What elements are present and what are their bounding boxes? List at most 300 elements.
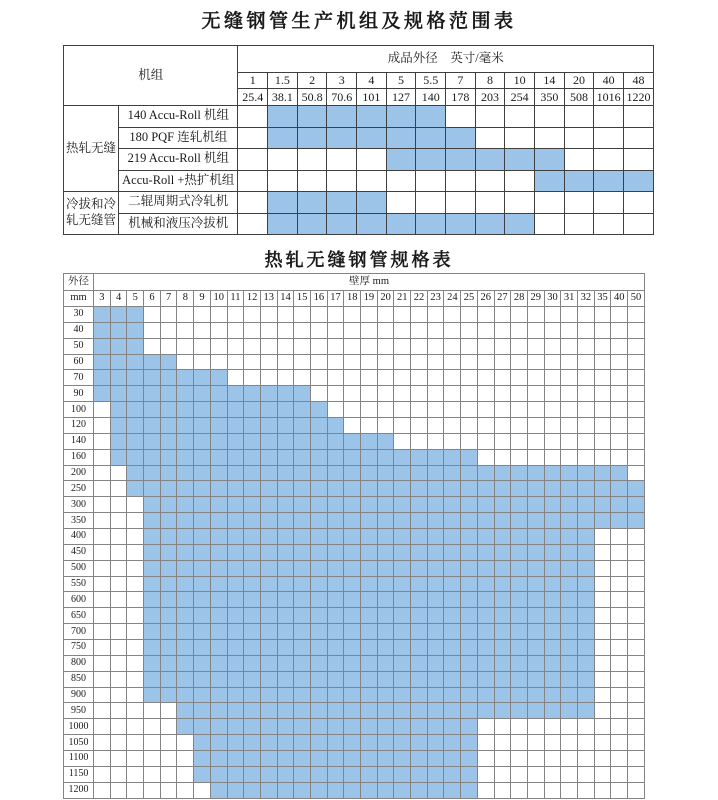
spec-cell (210, 433, 227, 449)
spec-cell (461, 307, 478, 323)
spec-cell (177, 544, 194, 560)
spec-cell (294, 640, 311, 656)
spec-cell (210, 418, 227, 434)
spec-cell (527, 576, 544, 592)
spec-cell (210, 449, 227, 465)
inch-size-header: 3 (327, 73, 357, 89)
spec-cell (177, 671, 194, 687)
spec-cell (544, 751, 561, 767)
spec-cell (377, 766, 394, 782)
range-cell (268, 170, 298, 192)
spec-cell (628, 402, 645, 418)
spec-cell (160, 402, 177, 418)
inch-size-header: 14 (535, 73, 565, 89)
od-value-label: 60 (64, 354, 94, 370)
spec-cell (310, 370, 327, 386)
spec-cell (444, 465, 461, 481)
spec-cell (461, 449, 478, 465)
spec-cell (210, 386, 227, 402)
unit-name: Accu-Roll +热扩机组 (119, 170, 238, 192)
spec-cell (377, 576, 394, 592)
spec-cell (494, 307, 511, 323)
range-cell (446, 192, 476, 214)
od-value-label: 160 (64, 449, 94, 465)
spec-cell (577, 735, 594, 751)
spec-cell (310, 354, 327, 370)
spec-cell (577, 766, 594, 782)
spec-cell (444, 386, 461, 402)
spec-cell (511, 402, 528, 418)
spec-cell (611, 497, 628, 513)
spec-cell (427, 576, 444, 592)
range-cell (564, 149, 594, 171)
spec-cell (327, 640, 344, 656)
spec-cell (544, 322, 561, 338)
spec-cell (561, 370, 578, 386)
spec-cell (427, 719, 444, 735)
spec-cell (494, 481, 511, 497)
spec-cell (160, 465, 177, 481)
thickness-header-cell: 13 (260, 291, 277, 307)
spec-cell (361, 703, 378, 719)
spec-cell (527, 655, 544, 671)
range-cell (475, 127, 505, 149)
spec-cell (227, 307, 244, 323)
spec-cell (527, 719, 544, 735)
spec-cell (561, 560, 578, 576)
spec-cell (611, 307, 628, 323)
range-cell (357, 106, 387, 128)
spec-cell (427, 655, 444, 671)
spec-cell (144, 418, 161, 434)
spec-cell (177, 497, 194, 513)
spec-cell (160, 544, 177, 560)
spec-cell (227, 402, 244, 418)
spec-cell (327, 655, 344, 671)
spec-cell (611, 608, 628, 624)
spec-cell (177, 322, 194, 338)
spec-cell (511, 307, 528, 323)
range-cell (238, 170, 268, 192)
spec-cell (294, 719, 311, 735)
range-cell (535, 149, 565, 171)
spec-cell (411, 418, 428, 434)
spec-cell (377, 592, 394, 608)
spec-cell (244, 560, 261, 576)
spec-cell (577, 544, 594, 560)
spec-cell (594, 576, 611, 592)
thickness-header-cell: 30 (544, 291, 561, 307)
spec-cell (494, 766, 511, 782)
spec-cell (361, 671, 378, 687)
spec-cell (527, 433, 544, 449)
od-value-label: 700 (64, 624, 94, 640)
spec-cell (344, 338, 361, 354)
spec-cell (511, 671, 528, 687)
spec-cell (110, 640, 127, 656)
spec-cell (127, 465, 144, 481)
spec-cell (494, 592, 511, 608)
spec-cell (411, 671, 428, 687)
spec-cell (427, 608, 444, 624)
spec-cell (110, 687, 127, 703)
spec-cell (94, 671, 111, 687)
spec-cell (527, 751, 544, 767)
spec-cell (244, 513, 261, 529)
spec-cell (394, 307, 411, 323)
spec-cell (577, 782, 594, 798)
spec-cell (477, 513, 494, 529)
thickness-header-cell: 5 (127, 291, 144, 307)
spec-cell (594, 449, 611, 465)
range-cell (357, 149, 387, 171)
inch-size-header: 40 (594, 73, 624, 89)
spec-cell (94, 735, 111, 751)
spec-cell (411, 703, 428, 719)
spec-cell (244, 719, 261, 735)
spec-cell (94, 529, 111, 545)
spec-cell (527, 370, 544, 386)
spec-cell (628, 703, 645, 719)
spec-cell (327, 497, 344, 513)
spec-cell (310, 782, 327, 798)
spec-cell (144, 544, 161, 560)
spec-cell (260, 513, 277, 529)
spec-cell (527, 592, 544, 608)
od-value-label: 600 (64, 592, 94, 608)
spec-cell (94, 592, 111, 608)
spec-cell (277, 481, 294, 497)
spec-cell (94, 386, 111, 402)
spec-cell (394, 640, 411, 656)
spec-cell (94, 624, 111, 640)
spec-cell (561, 592, 578, 608)
spec-cell (194, 481, 211, 497)
mm-size-header: 70.6 (327, 89, 357, 106)
spec-cell (244, 544, 261, 560)
spec-cell (594, 751, 611, 767)
range-cell (416, 127, 446, 149)
spec-cell (444, 370, 461, 386)
range-cell (297, 127, 327, 149)
spec-cell (160, 529, 177, 545)
spec-cell (427, 465, 444, 481)
spec-cell (594, 687, 611, 703)
spec-cell (177, 576, 194, 592)
spec-cell (144, 497, 161, 513)
spec-cell (444, 687, 461, 703)
range-cell (268, 106, 298, 128)
process-group-label: 热轧无缝 (64, 106, 119, 192)
spec-cell (444, 560, 461, 576)
spec-cell (477, 576, 494, 592)
spec-cell (144, 703, 161, 719)
spec-cell (561, 640, 578, 656)
spec-cell (310, 433, 327, 449)
spec-cell (477, 782, 494, 798)
spec-cell (427, 560, 444, 576)
spec-cell (594, 513, 611, 529)
spec-cell (411, 719, 428, 735)
spec-cell (611, 529, 628, 545)
spec-cell (494, 703, 511, 719)
spec-cell (260, 751, 277, 767)
spec-cell (144, 386, 161, 402)
range-cell (268, 127, 298, 149)
spec-cell (594, 433, 611, 449)
od-value-label: 100 (64, 402, 94, 418)
od-value-label: 90 (64, 386, 94, 402)
od-value-label: 40 (64, 322, 94, 338)
spec-cell (527, 703, 544, 719)
spec-cell (194, 433, 211, 449)
spec-cell (110, 560, 127, 576)
spec-cell (144, 513, 161, 529)
spec-cell (277, 751, 294, 767)
spec-cell (444, 418, 461, 434)
spec-cell (461, 354, 478, 370)
spec-cell (377, 513, 394, 529)
spec-cell (94, 465, 111, 481)
spec-cell (511, 735, 528, 751)
spec-cell (611, 624, 628, 640)
spec-cell (427, 307, 444, 323)
finished-od-header: 成品外径 英寸/毫米 (238, 46, 654, 73)
spec-cell (494, 322, 511, 338)
spec-cell (260, 449, 277, 465)
spec-cell (294, 386, 311, 402)
spec-cell (444, 703, 461, 719)
spec-cell (277, 624, 294, 640)
spec-cell (327, 307, 344, 323)
spec-cell (477, 751, 494, 767)
spec-cell (561, 703, 578, 719)
spec-cell (377, 671, 394, 687)
range-cell (475, 170, 505, 192)
spec-cell (260, 338, 277, 354)
spec-cell (277, 370, 294, 386)
spec-cell (544, 497, 561, 513)
spec-cell (361, 418, 378, 434)
spec-cell (628, 608, 645, 624)
spec-cell (361, 370, 378, 386)
spec-cell (210, 402, 227, 418)
spec-cell (394, 608, 411, 624)
spec-cell (310, 735, 327, 751)
spec-cell (327, 322, 344, 338)
spec-cell (494, 687, 511, 703)
spec-cell (511, 576, 528, 592)
spec-cell (527, 338, 544, 354)
thickness-header-cell: 14 (277, 291, 294, 307)
spec-cell (577, 529, 594, 545)
spec-cell (160, 719, 177, 735)
od-value-label: 300 (64, 497, 94, 513)
spec-cell (327, 481, 344, 497)
spec-cell (310, 544, 327, 560)
inch-size-header: 1 (238, 73, 268, 89)
spec-cell (110, 465, 127, 481)
thickness-header-cell: 18 (344, 291, 361, 307)
range-cell (297, 170, 327, 192)
spec-cell (611, 449, 628, 465)
range-cell (564, 106, 594, 128)
spec-cell (94, 544, 111, 560)
range-cell (446, 106, 476, 128)
spec-cell (461, 751, 478, 767)
spec-cell (494, 465, 511, 481)
spec-cell (394, 576, 411, 592)
spec-cell (227, 608, 244, 624)
spec-cell (594, 465, 611, 481)
spec-cell (544, 782, 561, 798)
spec-cell (310, 671, 327, 687)
spec-cell (244, 782, 261, 798)
od-value-label: 350 (64, 513, 94, 529)
spec-cell (628, 513, 645, 529)
spec-cell (144, 687, 161, 703)
spec-cell (377, 322, 394, 338)
spec-cell (628, 544, 645, 560)
spec-cell (210, 624, 227, 640)
spec-cell (594, 481, 611, 497)
spec-cell (160, 751, 177, 767)
spec-cell (361, 402, 378, 418)
spec-cell (377, 465, 394, 481)
spec-cell (260, 719, 277, 735)
spec-cell (561, 513, 578, 529)
spec-cell (628, 481, 645, 497)
spec-cell (344, 687, 361, 703)
spec-cell (628, 307, 645, 323)
thickness-header-cell: 15 (294, 291, 311, 307)
spec-table-title: 热轧无缝钢管规格表 (264, 250, 454, 270)
spec-cell (561, 687, 578, 703)
spec-cell (577, 513, 594, 529)
spec-cell (544, 592, 561, 608)
range-cell (297, 149, 327, 171)
spec-cell (477, 370, 494, 386)
spec-cell (227, 687, 244, 703)
spec-cell (444, 449, 461, 465)
od-value-label: 1150 (64, 766, 94, 782)
range-cell (327, 213, 357, 235)
spec-cell (611, 703, 628, 719)
spec-cell (327, 751, 344, 767)
spec-cell (327, 687, 344, 703)
spec-cell (427, 481, 444, 497)
od-value-label: 900 (64, 687, 94, 703)
spec-cell (361, 481, 378, 497)
spec-cell (544, 703, 561, 719)
spec-cell (411, 782, 428, 798)
spec-cell (361, 751, 378, 767)
spec-cell (527, 640, 544, 656)
unit-name: 140 Accu-Roll 机组 (119, 106, 238, 128)
inch-size-header: 4 (357, 73, 387, 89)
spec-cell (628, 338, 645, 354)
thickness-header-cell: 23 (427, 291, 444, 307)
spec-cell (260, 529, 277, 545)
spec-cell (527, 735, 544, 751)
spec-cell (294, 655, 311, 671)
spec-cell (94, 560, 111, 576)
spec-cell (577, 370, 594, 386)
spec-cell (277, 687, 294, 703)
range-cell (535, 106, 565, 128)
spec-cell (160, 560, 177, 576)
spec-cell (611, 640, 628, 656)
spec-cell (361, 386, 378, 402)
spec-cell (260, 402, 277, 418)
spec-cell (127, 751, 144, 767)
spec-cell (461, 703, 478, 719)
spec-cell (361, 449, 378, 465)
spec-cell (611, 560, 628, 576)
thickness-header-cell: 32 (577, 291, 594, 307)
spec-cell (277, 433, 294, 449)
spec-cell (411, 433, 428, 449)
spec-cell (127, 766, 144, 782)
spec-cell (227, 513, 244, 529)
spec-cell (477, 766, 494, 782)
spec-cell (260, 655, 277, 671)
spec-cell (327, 338, 344, 354)
spec-cell (561, 608, 578, 624)
spec-cell (377, 544, 394, 560)
spec-cell (210, 338, 227, 354)
od-value-label: 70 (64, 370, 94, 386)
spec-cell (577, 449, 594, 465)
spec-cell (361, 322, 378, 338)
spec-cell (577, 624, 594, 640)
spec-cell (361, 687, 378, 703)
spec-cell (327, 766, 344, 782)
spec-cell (544, 386, 561, 402)
spec-cell (561, 307, 578, 323)
spec-cell (527, 671, 544, 687)
spec-cell (628, 386, 645, 402)
spec-cell (227, 449, 244, 465)
spec-cell (110, 449, 127, 465)
spec-cell (511, 766, 528, 782)
spec-cell (110, 529, 127, 545)
spec-cell (511, 497, 528, 513)
spec-cell (344, 465, 361, 481)
spec-cell (361, 307, 378, 323)
spec-cell (294, 513, 311, 529)
spec-cell (628, 449, 645, 465)
spec-cell (294, 608, 311, 624)
spec-cell (310, 703, 327, 719)
spec-cell (561, 418, 578, 434)
spec-cell (344, 370, 361, 386)
spec-cell (327, 782, 344, 798)
spec-cell (427, 322, 444, 338)
mm-size-header: 127 (386, 89, 416, 106)
spec-cell (194, 322, 211, 338)
spec-cell (327, 513, 344, 529)
spec-cell (511, 338, 528, 354)
spec-cell (394, 402, 411, 418)
spec-cell (461, 608, 478, 624)
spec-cell (411, 322, 428, 338)
spec-cell (277, 418, 294, 434)
spec-cell (394, 735, 411, 751)
spec-cell (94, 307, 111, 323)
spec-cell (511, 687, 528, 703)
spec-cell (277, 655, 294, 671)
